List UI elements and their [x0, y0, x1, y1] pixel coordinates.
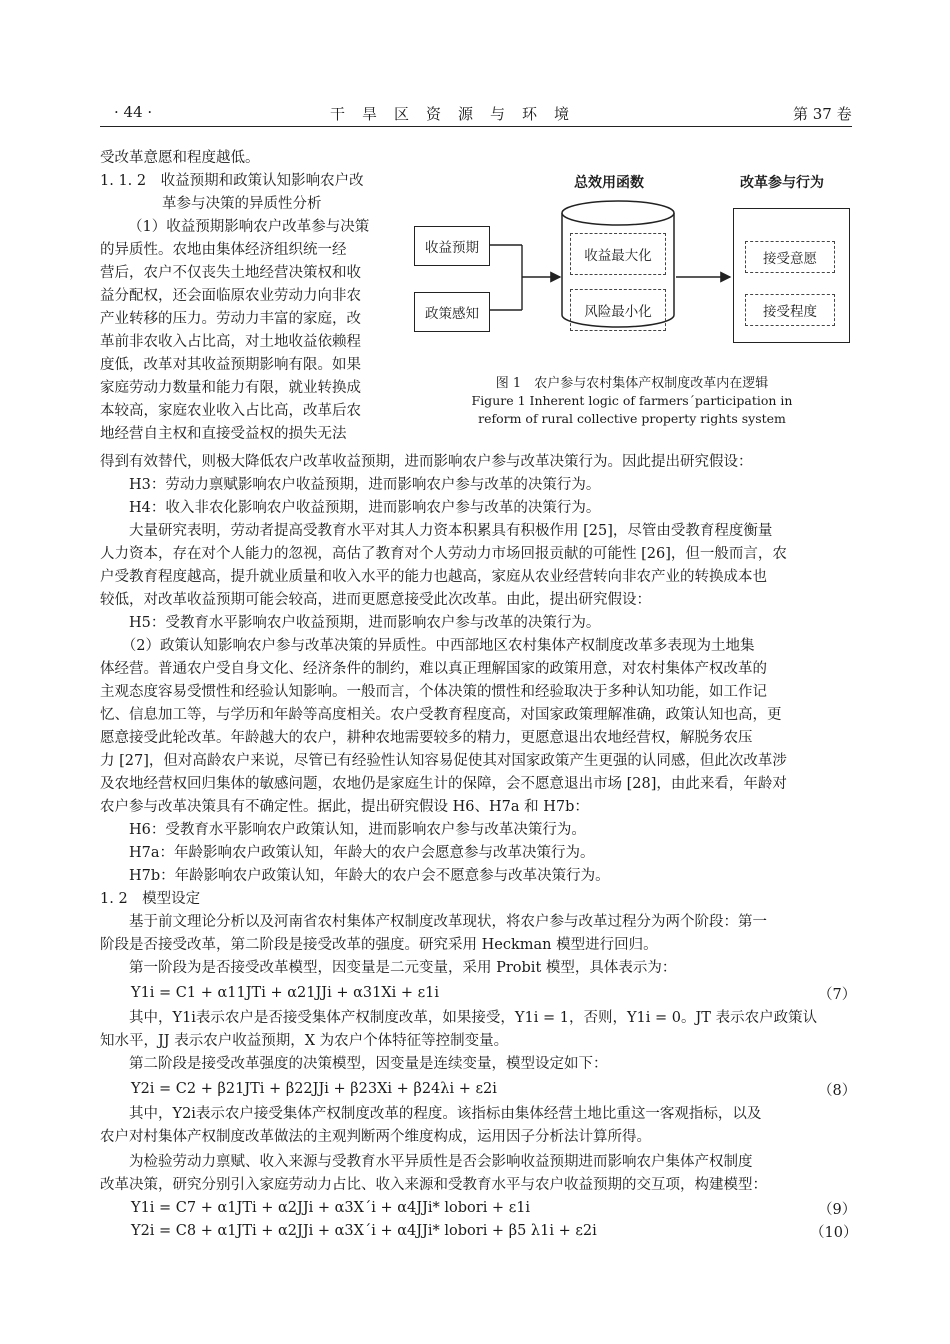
- paragraph-line: 地经营自主权和直接受益权的损失无法: [100, 426, 347, 442]
- header-rule: [100, 126, 852, 127]
- paragraph-line: 体经营。普通农户受自身文化、经济条件的制约，难以真正理解国家的政策用意，对农村集体产权改革的: [100, 661, 767, 677]
- paragraph-line: 其中，Y2i表示农户接受集体产权制度改革的程度。该指标由集体经营土地比重这一客观指标，以及: [100, 1106, 762, 1122]
- behavior-box-willingness: 接受意愿: [745, 241, 835, 273]
- section-heading-model: 1. 2 模型设定: [100, 891, 201, 907]
- equation-10: Y2i = C8 + α1JTi + α2JJi + α3X´i + α4JJi* lobori + β5 λ1i + ε2i: [131, 1223, 597, 1239]
- diagram-title-utility: 总效用函数: [574, 175, 644, 191]
- journal-title: 干 旱 区 资 源 与 环 境: [330, 105, 571, 123]
- paragraph-line: 第二阶段是接受改革强度的决策模型，因变量是连续变量，模型设定如下：: [100, 1056, 608, 1072]
- input-box-income-expectation: 收益预期: [414, 226, 490, 266]
- paragraph-line: 革前非农收入占比高，对土地收益依赖程: [100, 334, 361, 350]
- paragraph-line: 农户参与改革决策具有不确定性。据此，提出研究假设 H6、H7a 和 H7b：: [100, 799, 589, 815]
- paragraph-line: （1）收益预期影响农户改革参与决策: [128, 219, 370, 235]
- volume-label: 第 37 卷: [793, 105, 852, 123]
- section-heading-cont: 革参与决策的异质性分析: [162, 196, 322, 212]
- paragraph-line: 忆、信息加工等，与学历和年龄等高度相关。农户受教育程度高，对国家政策理解准确，政策认知也高，更: [100, 707, 782, 723]
- paragraph-line: 度低，改革对其收益预期影响有限。如果: [100, 357, 361, 373]
- paragraph-line: 力 [27]，但对高龄农户来说，尽管已有经验性认知容易促使其对国家政策产生更强的认同感，但此次改革涉: [100, 753, 787, 769]
- paragraph-line: 主观态度容易受惯性和经验认知影响。一般而言，个体决策的惯性和经验取决于多种认知功能，如工作记: [100, 684, 767, 700]
- equation-7-number: （7）: [818, 987, 857, 1003]
- paragraph-line: 较低，对改革收益预期可能会较高，进而更愿意接受此次改革。由此，提出研究假设：: [100, 592, 651, 608]
- paragraph-line: 第一阶段为是否接受改革模型，因变量是二元变量，采用 Probit 模型，具体表示为：: [100, 960, 677, 976]
- paragraph-line: 及农地经营权回归集体的敏感问题，农地仍是家庭生计的保障，会不愿意退出市场 [28]，由此来看，年龄对: [100, 776, 787, 792]
- cylinder-top: [562, 201, 674, 225]
- paragraph-line: 家庭劳动力数量和能力有限，就业转换成: [100, 380, 361, 396]
- behavior-box-degree: 接受程度: [745, 294, 835, 326]
- figure-caption-en-2: reform of rural collective property rights system: [478, 411, 786, 426]
- equation-9: Y1i = C7 + α1JTi + α2JJi + α3X´i + α4JJi* lobori + ε1i: [131, 1200, 531, 1216]
- paragraph-line: 的异质性。农地由集体经济组织统一经: [100, 242, 347, 258]
- paragraph-line: 人力资本，存在对个人能力的忽视，高估了教育对个人劳动力市场回报贡献的可能性 [26]，但一般而言，农: [100, 546, 787, 562]
- equation-7: Y1i = C1 + α11JTi + α21JJi + α31Xi + ε1i: [131, 985, 440, 1001]
- paragraph-line: 户受教育程度越高，提升就业质量和收入水平的能力也越高，家庭从农业经营转向非农产业的转换成本也: [100, 569, 767, 585]
- equation-8-number: （8）: [818, 1083, 857, 1099]
- paragraph-line: 产业转移的压力。劳动力丰富的家庭，改: [100, 311, 361, 327]
- hypothesis-h7b: H7b：年龄影响农户政策认知，年龄大的农户会不愿意参与改革决策行为。: [100, 868, 610, 884]
- section-heading: 1. 1. 2 收益预期和政策认知影响农户改: [100, 173, 364, 189]
- utility-box-risk-min: 风险最小化: [570, 289, 666, 331]
- hypothesis-h3: H3：劳动力禀赋影响农户收益预期，进而影响农户参与改革的决策行为。: [100, 477, 601, 493]
- paragraph-line: 基于前文理论分析以及河南省农村集体产权制度改革现状，将农户参与改革过程分为两个阶段：第一: [100, 914, 767, 930]
- paragraph-line: 益分配权，还会面临原农业劳动力向非农: [100, 288, 361, 304]
- hypothesis-h4: H4：收入非农化影响农户收益预期，进而影响农户参与改革的决策行为。: [100, 500, 601, 516]
- diagram-title-behavior: 改革参与行为: [740, 175, 824, 191]
- paragraph-line: 阶段是否接受改革，第二阶段是接受改革的强度。研究采用 Heckman 模型进行回归。: [100, 937, 658, 953]
- utility-box-income-max: 收益最大化: [570, 233, 666, 275]
- paragraph-line: 农户对村集体产权制度改革做法的主观判断两个维度构成，运用因子分析法计算所得。: [100, 1129, 651, 1145]
- paragraph-line: 受改革意愿和程度越低。: [100, 150, 260, 166]
- figure-caption-en-1: Figure 1 Inherent logic of farmers´participation in: [471, 393, 793, 408]
- equation-10-number: （10）: [810, 1225, 858, 1241]
- equation-9-number: （9）: [818, 1202, 857, 1218]
- paragraph-line: 营后，农户不仅丧失土地经营决策权和收: [100, 265, 361, 281]
- paragraph-line: 得到有效替代，则极大降低农户改革收益预期，进而影响农户参与改革决策行为。因此提出研究假设：: [100, 454, 753, 470]
- paragraph-line: （2）政策认知影响农户参与改革决策的异质性。中西部地区农村集体产权制度改革多表现为土地集: [100, 638, 755, 654]
- paragraph-line: 大量研究表明，劳动者提高受教育水平对其人力资本积累具有积极作用 [25]，尽管由受教育程度衡量: [100, 523, 773, 539]
- page-number: · 44 ·: [114, 103, 153, 121]
- figure-caption-cn: 图 1 农户参与农村集体产权制度改革内在逻辑: [495, 376, 769, 391]
- paragraph-line: 改革决策，研究分别引入家庭劳动力占比、收入来源和受教育水平与农户收益预期的交互项，构建模型：: [100, 1177, 767, 1193]
- hypothesis-h6: H6：受教育水平影响农户政策认知，进而影响农户参与改革决策行为。: [100, 822, 586, 838]
- paragraph-line: 为检验劳动力禀赋、收入来源与受教育水平异质性是否会影响收益预期进而影响农户集体产权制度: [100, 1154, 753, 1170]
- hypothesis-h7a: H7a：年龄影响农户政策认知，年龄大的农户会愿意参与改革决策行为。: [100, 845, 595, 861]
- paragraph-line: 其中，Y1i表示农户是否接受集体产权制度改革，如果接受，Y1i = 1，否则，Y1i = 0。JT 表示农户政策认: [100, 1010, 818, 1026]
- paragraph-line: 愿意接受此轮改革。年龄越大的农户，耕种农地需要较多的精力，更愿意退出农地经营权，解脱务农压: [100, 730, 753, 746]
- paragraph-line: 本较高，家庭农业收入占比高，改革后农: [100, 403, 361, 419]
- input-box-policy-perception: 政策感知: [414, 292, 490, 332]
- hypothesis-h5: H5：受教育水平影响农户收益预期，进而影响农户参与改革的决策行为。: [100, 615, 601, 631]
- equation-8: Y2i = C2 + β21JTi + β22JJi + β23Xi + β24λi + ε2i: [131, 1081, 497, 1097]
- paragraph-line: 知水平，JJ 表示农户收益预期，X 为农户个体特征等控制变量。: [100, 1033, 509, 1049]
